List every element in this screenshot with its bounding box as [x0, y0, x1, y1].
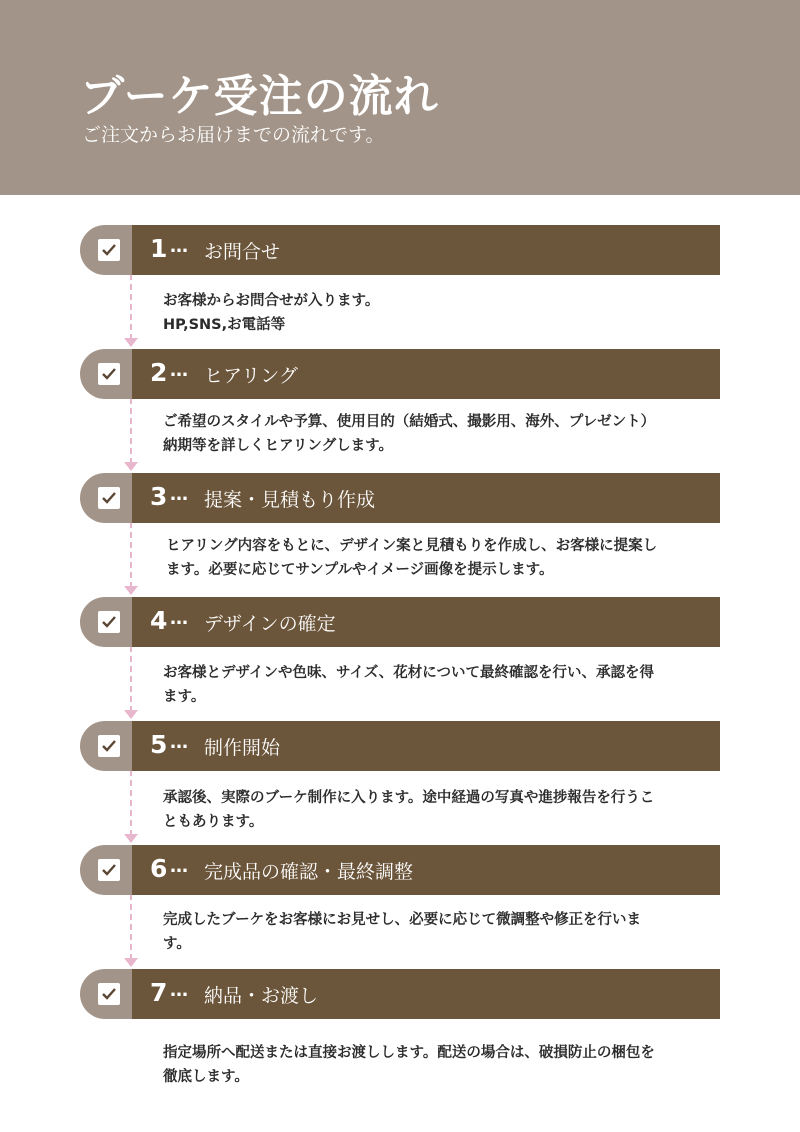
- step-dots: …: [170, 732, 189, 753]
- step-header-1: [80, 225, 720, 275]
- step-title: お問合せ: [204, 241, 281, 263]
- step-number: 2: [150, 358, 168, 387]
- step-description-6: [163, 908, 723, 956]
- step-description-7: [163, 1041, 723, 1089]
- description-line: 納期等を詳しくヒアリングします。: [163, 438, 393, 454]
- step-dots: …: [170, 360, 189, 381]
- step-header-4: [80, 597, 720, 647]
- checkbox-icon: [98, 239, 120, 261]
- step-title: 制作開始: [204, 737, 281, 759]
- description-line: 完成したブーケをお客様にお見せし、必要に応じて微調整や修正を行いま: [163, 912, 642, 928]
- step-number: 4: [150, 606, 168, 635]
- step-connector: [130, 646, 132, 712]
- step-title: 提案・見積もり作成: [204, 489, 376, 511]
- description-line: 指定場所へ配送または直接お渡しします。配送の場合は、破損防止の梱包を: [163, 1045, 655, 1061]
- step-number: 1: [150, 234, 168, 263]
- step-title: デザインの確定: [204, 613, 336, 635]
- description-line: 承認後、実際のブーケ制作に入ります。途中経過の写真や進捗報告を行うこ: [163, 790, 655, 806]
- description-line: す。: [163, 936, 191, 952]
- step-number: 3: [150, 482, 168, 511]
- step-connector: [130, 770, 132, 836]
- checkbox-icon: [98, 487, 120, 509]
- step-description-3: [166, 534, 726, 582]
- description-line: ます。必要に応じてサンプルやイメージ画像を提示します。: [166, 562, 554, 578]
- step-connector: [130, 522, 132, 588]
- step-dots: …: [170, 236, 189, 257]
- step-dots: …: [170, 608, 189, 629]
- checkbox-icon: [98, 983, 120, 1005]
- step-title: 完成品の確認・最終調整: [204, 861, 414, 883]
- description-line: ともあります。: [163, 814, 264, 830]
- page-header: [0, 0, 800, 195]
- description-line: ご希望のスタイルや予算、使用目的（結婚式、撮影用、海外、プレゼント）: [163, 414, 656, 430]
- step-description-2: [163, 410, 723, 458]
- checkbox-icon: [98, 859, 120, 881]
- page-subtitle: ご注文からお届けまでの流れです。: [82, 124, 385, 146]
- checkbox-icon: [98, 363, 120, 385]
- arrow-down-icon: [124, 586, 138, 595]
- arrow-down-icon: [124, 462, 138, 471]
- step-header-6: [80, 845, 720, 895]
- step-number: 7: [150, 978, 168, 1007]
- step-connector: [130, 398, 132, 464]
- step-description-5: [163, 786, 723, 834]
- page-title: ブーケ受注の流れ: [80, 71, 439, 122]
- arrow-down-icon: [124, 958, 138, 967]
- description-line: ます。: [163, 689, 206, 705]
- description-line: HP,SNS,お電話等: [163, 317, 286, 333]
- step-header-5: [80, 721, 720, 771]
- step-connector: [130, 894, 132, 960]
- description-line: 徹底します。: [163, 1069, 249, 1085]
- arrow-down-icon: [124, 338, 138, 347]
- step-header-7: [80, 969, 720, 1019]
- step-description-4: [163, 661, 723, 709]
- description-line: お客様とデザインや色味、サイズ、花材について最終確認を行い、承認を得: [163, 665, 654, 681]
- step-number: 5: [150, 730, 168, 759]
- checkbox-icon: [98, 611, 120, 633]
- step-dots: …: [170, 980, 189, 1001]
- description-line: お客様からお問合せが入ります。: [163, 293, 380, 309]
- checkbox-icon: [98, 735, 120, 757]
- step-number: 6: [150, 854, 168, 883]
- step-header-2: [80, 349, 720, 399]
- step-description-1: [163, 289, 723, 337]
- step-dots: …: [170, 484, 189, 505]
- step-header-3: [80, 473, 720, 523]
- arrow-down-icon: [124, 834, 138, 843]
- arrow-down-icon: [124, 710, 138, 719]
- step-title: 納品・お渡し: [204, 985, 319, 1007]
- step-dots: …: [170, 856, 189, 877]
- step-title: ヒアリング: [204, 365, 298, 387]
- description-line: ヒアリング内容をもとに、デザイン案と見積もりを作成し、お客様に提案し: [166, 538, 658, 554]
- step-connector: [130, 274, 132, 340]
